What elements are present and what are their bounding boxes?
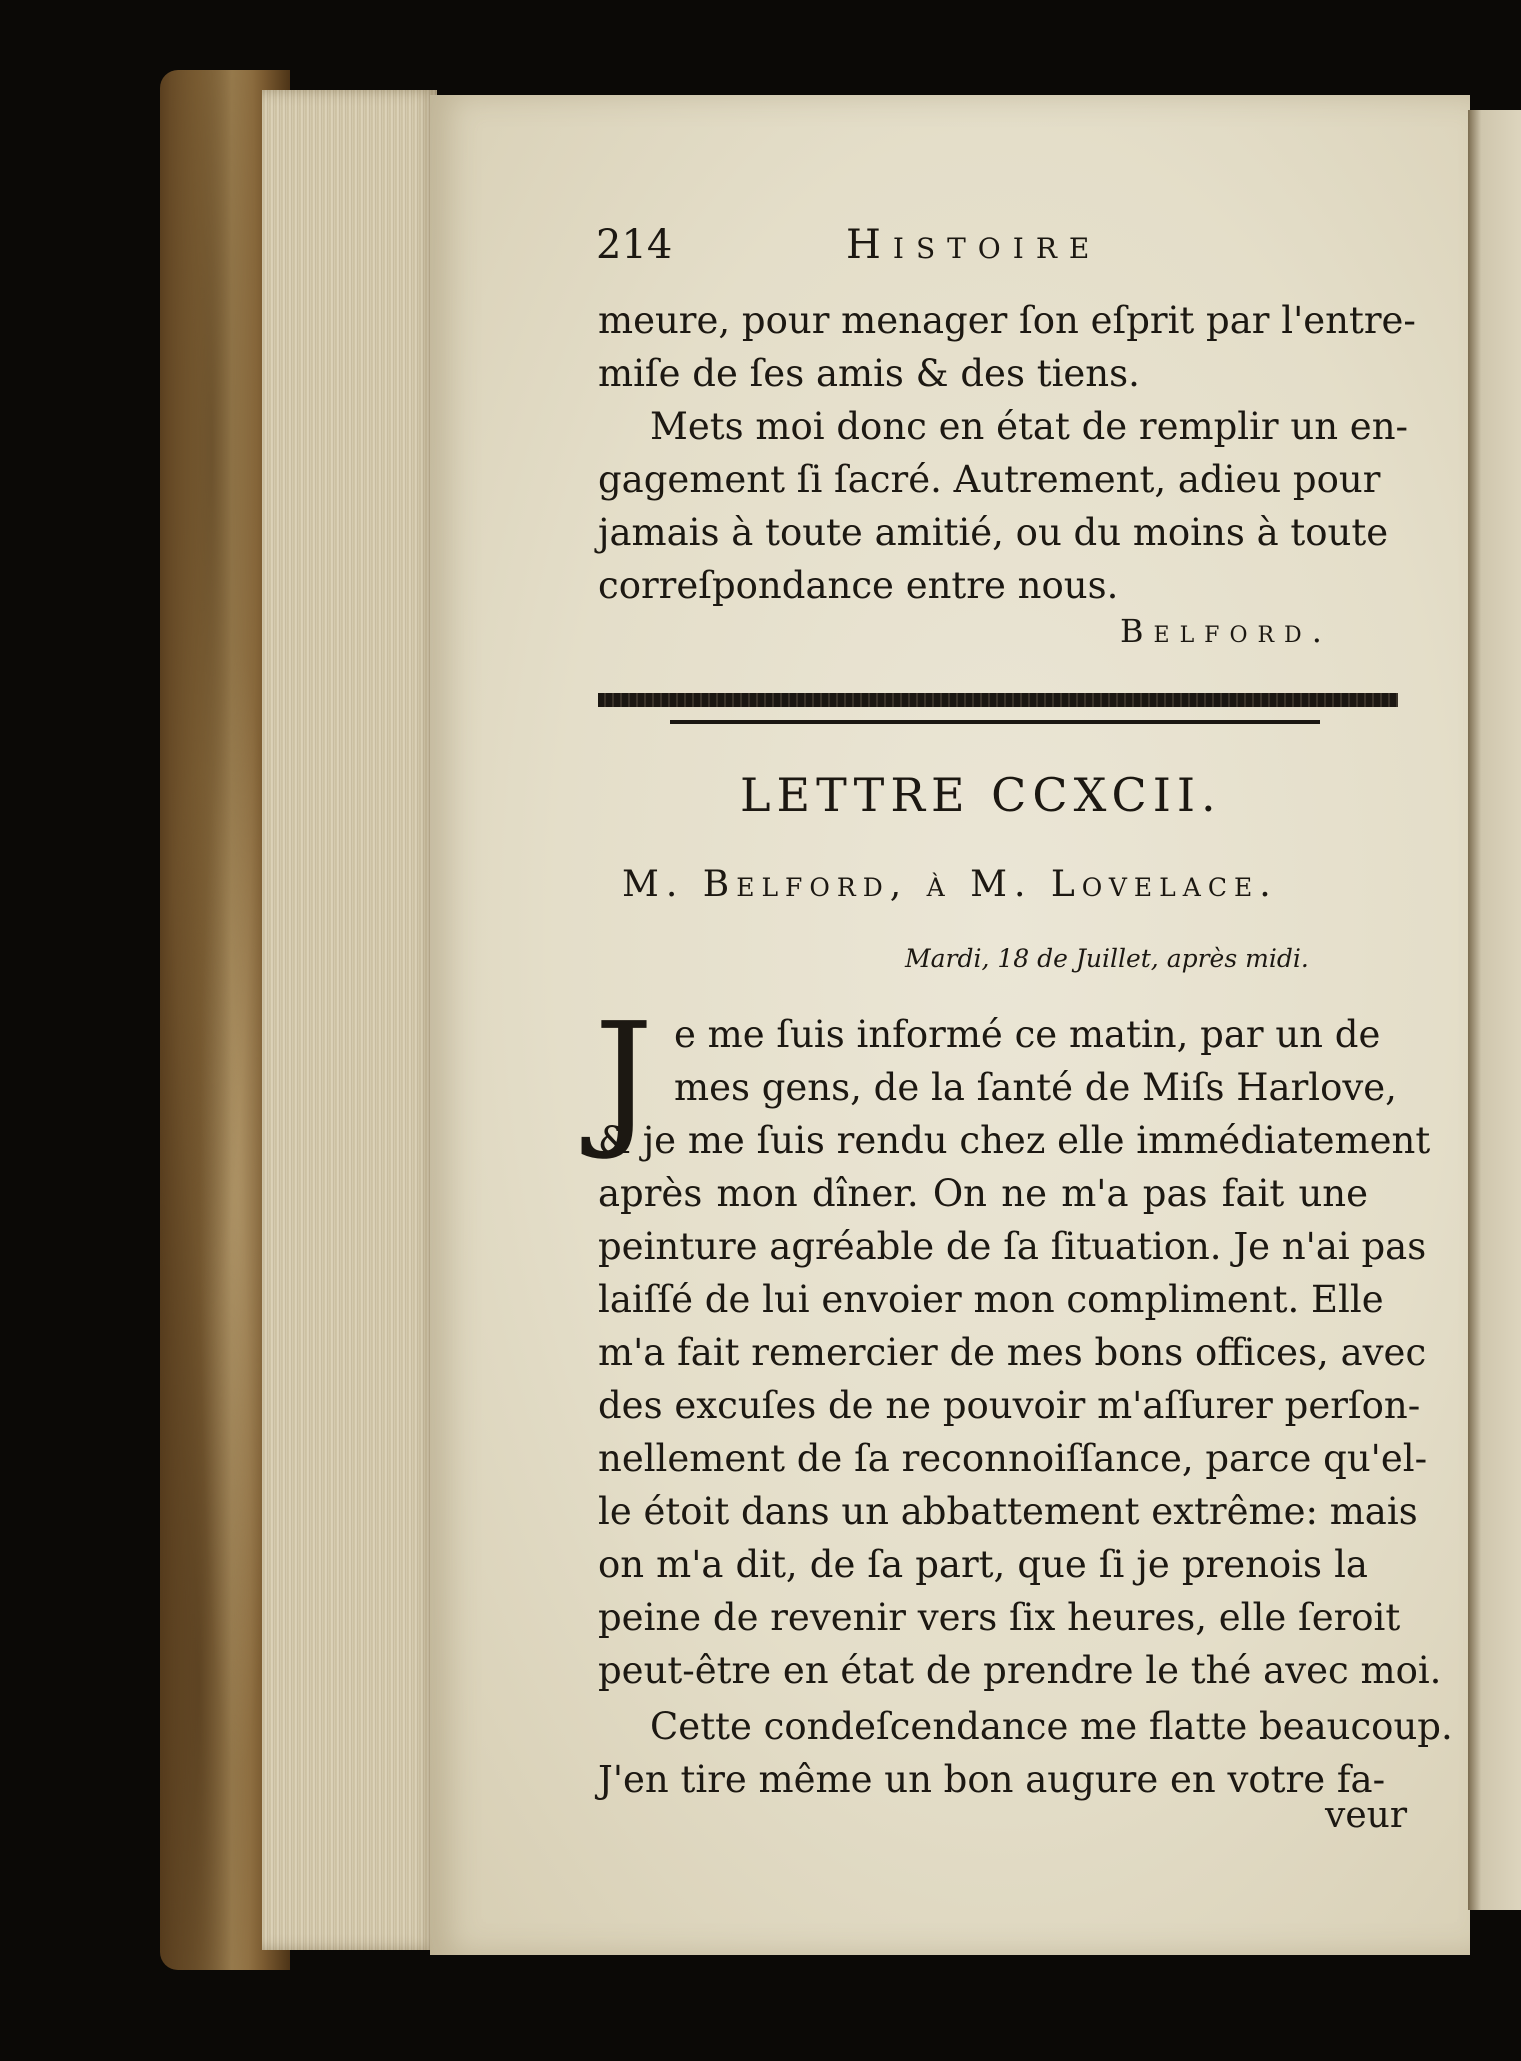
text-line: peinture agréable de ſa ſituation. Je n'ai pas	[598, 1225, 1427, 1268]
text-line: miſe de ſes amis & des tiens.	[598, 352, 1140, 395]
text-line: peut-être en état de prendre le thé avec moi.	[598, 1649, 1442, 1692]
page-number: 214	[596, 222, 673, 268]
page-fore-edge	[262, 90, 437, 1950]
text-line: correſpondance entre nous.	[598, 564, 1119, 607]
letter-body-continued	[598, 1700, 1453, 1806]
text-line: m'a fait remercier de mes bons offices, avec	[598, 1331, 1427, 1374]
text-line: mes gens, de la ſanté de Miſs Harlove,	[674, 1066, 1397, 1109]
text-line: le étoit dans un abbattement extrême: mais	[598, 1490, 1418, 1533]
thin-rule	[670, 720, 1320, 724]
text-line: on m'a dit, de ſa part, que ſi je prenois la	[598, 1543, 1368, 1586]
text-line: e me ſuis informé ce matin, par un de	[674, 1013, 1381, 1056]
text-line: jamais à toute amitié, ou du moins à toute	[598, 511, 1389, 554]
letter-addressee: M. Belford, à M. Lovelace.	[622, 864, 1278, 905]
letter-body	[598, 1008, 1442, 1697]
text-line: laiſſé de lui envoier mon compliment. Elle	[598, 1278, 1384, 1321]
facing-page-edge	[1468, 110, 1521, 1910]
text-line: & je me ſuis rendu chez elle immédiatement	[598, 1119, 1431, 1162]
text-line: peine de revenir vers ſix heures, elle ſeroit	[598, 1596, 1401, 1639]
running-title: Histoire	[846, 222, 1102, 268]
text-line: J'en tire même un bon augure en votre fa-	[598, 1758, 1386, 1801]
letter-dateline: Mardi, 18 de Juillet, après midi.	[905, 944, 1309, 973]
text-line: après mon dîner. On ne m'a pas fait une	[598, 1172, 1368, 1215]
text-line: nellement de ſa reconnoiſſance, parce qu'el-	[598, 1437, 1428, 1480]
catchword: veur	[1325, 1795, 1408, 1836]
signature: Belford.	[1120, 612, 1332, 650]
text-line: Cette condeſcendance me flatte beaucoup.	[650, 1705, 1453, 1748]
text-line: Mets moi donc en état de remplir un en-	[650, 405, 1409, 448]
text-line: gagement ſi ſacré. Autrement, adieu pour	[598, 458, 1381, 501]
text-line: meure, pour menager ſon eſprit par l'entre-	[598, 299, 1416, 342]
drop-cap: J	[594, 991, 654, 1163]
ornamental-rule	[598, 693, 1398, 707]
text-line: des excuſes de ne pouvoir m'aſſurer perſon-	[598, 1384, 1421, 1427]
text-block-top	[598, 294, 1416, 612]
letter-heading: LETTRE CCXCII.	[740, 768, 1222, 822]
